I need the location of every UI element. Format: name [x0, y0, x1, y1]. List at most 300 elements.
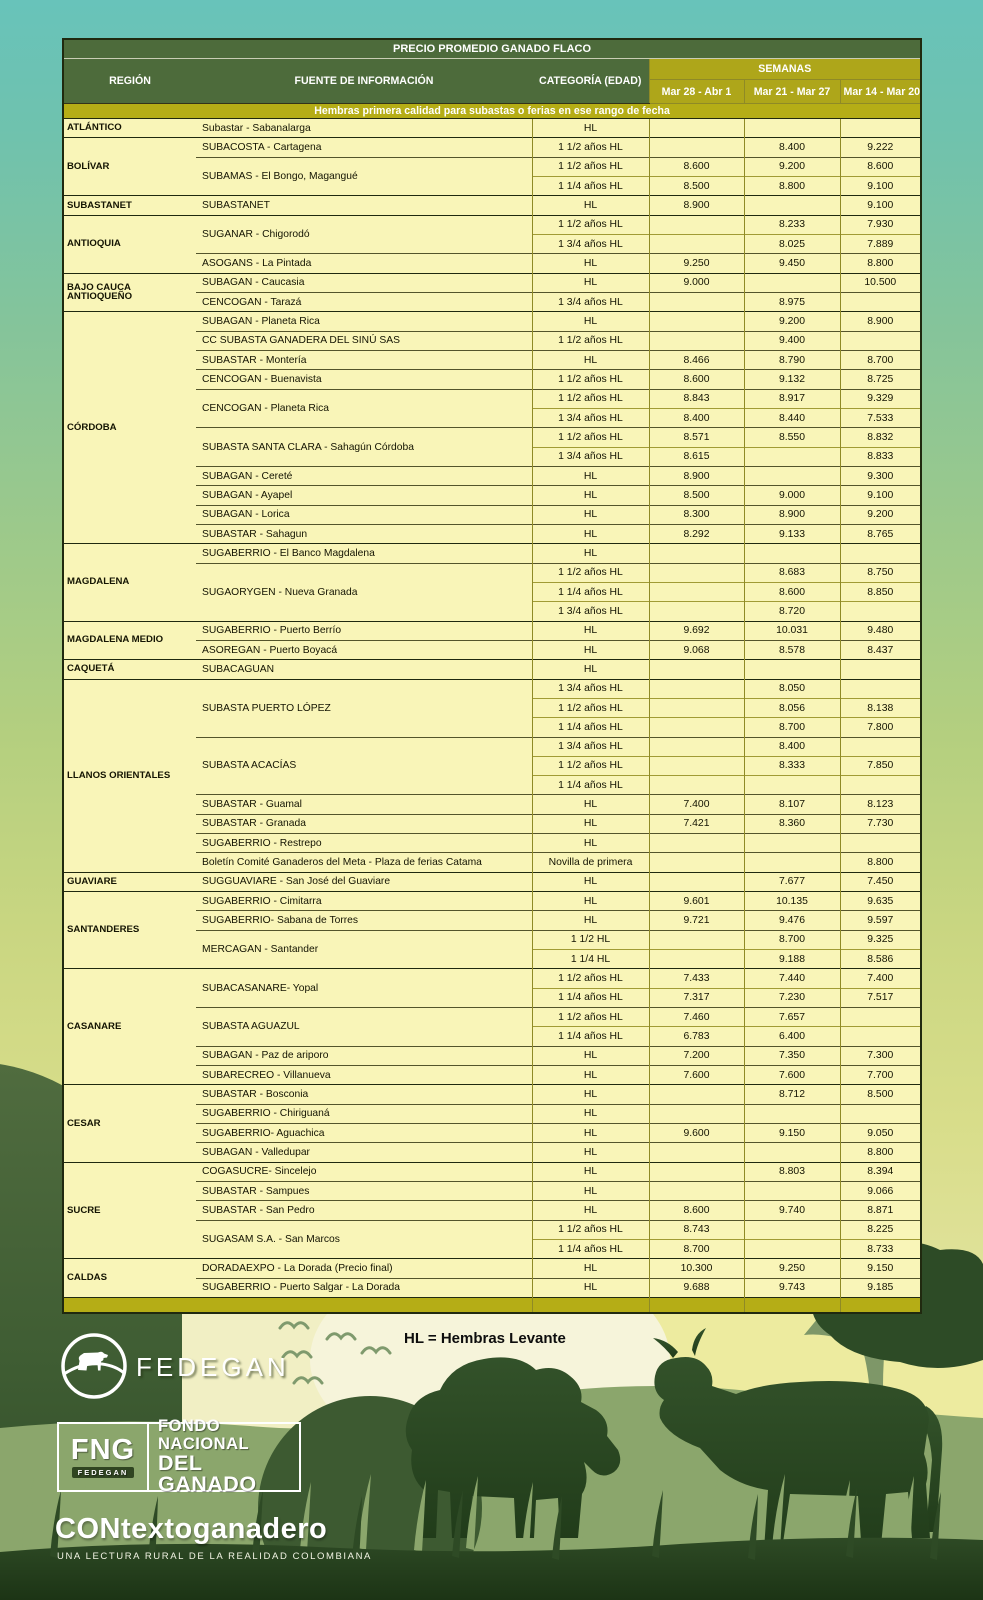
category-cell: 1 1/2 años HL	[532, 563, 649, 582]
price-cell: 9.132	[744, 370, 840, 389]
price-cell: 8.050	[744, 679, 840, 698]
category-cell: 1 1/4 años HL	[532, 718, 649, 737]
price-cell: 8.600	[840, 157, 921, 176]
price-cell	[649, 331, 744, 350]
source-cell: SUBACAGUAN	[196, 660, 532, 679]
source-cell: SUBASTAR - San Pedro	[196, 1201, 532, 1220]
col-header-categoria: CATEGORÍA (EDAD)	[532, 59, 649, 104]
price-cell: 8.800	[840, 254, 921, 273]
table-row	[63, 969, 921, 988]
price-cell: 8.833	[840, 447, 921, 466]
price-cell	[840, 292, 921, 311]
source-cell: SUGAORYGEN - Nueva Granada	[196, 563, 532, 621]
price-cell: 9.133	[744, 524, 840, 543]
source-cell: SUBASTA ACACÍAS	[196, 737, 532, 795]
region-cell: CÓRDOBA	[63, 312, 196, 544]
price-cell	[649, 544, 744, 563]
price-cell: 8.025	[744, 234, 840, 253]
price-cell	[744, 1104, 840, 1123]
col-header-week-1: Mar 28 - Abr 1	[649, 80, 744, 104]
price-cell: 8.843	[649, 389, 744, 408]
price-cell	[840, 331, 921, 350]
price-cell: 8.550	[744, 428, 840, 447]
price-cell	[744, 1182, 840, 1201]
table-row	[63, 872, 921, 891]
price-cell	[649, 834, 744, 853]
price-cell: 8.712	[744, 1085, 840, 1104]
price-cell	[649, 660, 744, 679]
fng-logo-box	[57, 1417, 301, 1497]
category-cell: 1 1/2 años HL	[532, 1008, 649, 1027]
price-cell: 7.850	[840, 756, 921, 775]
price-cell	[649, 679, 744, 698]
table-row	[63, 138, 921, 157]
price-cell	[840, 602, 921, 621]
price-cell: 7.600	[744, 1066, 840, 1085]
price-cell: 10.300	[649, 1259, 744, 1278]
category-cell: 1 1/2 años HL	[532, 138, 649, 157]
price-cell	[649, 119, 744, 138]
price-cell: 7.533	[840, 408, 921, 427]
price-cell: 7.350	[744, 1046, 840, 1065]
price-cell: 8.333	[744, 756, 840, 775]
category-cell: 1 1/2 años HL	[532, 215, 649, 234]
source-cell: SUBASTAR - Montería	[196, 350, 532, 369]
price-cell: 7.460	[649, 1008, 744, 1027]
table-row	[63, 679, 921, 698]
source-cell: SUGABERRIO - Chiriguaná	[196, 1104, 532, 1123]
source-cell: ASOREGAN - Puerto Boyacá	[196, 640, 532, 659]
price-cell: 9.222	[840, 138, 921, 157]
price-cell: 9.185	[840, 1278, 921, 1297]
price-cell: 8.917	[744, 389, 840, 408]
price-cell: 8.803	[744, 1162, 840, 1181]
category-cell: 1 1/2 años HL	[532, 370, 649, 389]
category-cell: 1 3/4 años HL	[532, 679, 649, 698]
price-cell	[744, 776, 840, 795]
price-cell: 6.400	[744, 1027, 840, 1046]
source-cell: SUGABERRIO - Puerto Salgar - La Dorada	[196, 1278, 532, 1297]
price-cell	[649, 215, 744, 234]
source-cell: SUBASTA SANTA CLARA - Sahagún Córdoba	[196, 428, 532, 467]
price-cell: 9.743	[744, 1278, 840, 1297]
region-cell: MAGDALENA	[63, 544, 196, 621]
price-cell	[649, 950, 744, 969]
price-cell	[649, 776, 744, 795]
price-cell: 8.750	[840, 563, 921, 582]
price-cell: 7.889	[840, 234, 921, 253]
price-cell: 7.930	[840, 215, 921, 234]
price-cell: 8.700	[840, 350, 921, 369]
table-row	[63, 1085, 921, 1104]
price-cell: 9.721	[649, 911, 744, 930]
price-cell: 8.900	[649, 196, 744, 215]
price-cell: 8.900	[744, 505, 840, 524]
price-cell: 8.123	[840, 795, 921, 814]
col-header-fuente: FUENTE DE INFORMACIÓN	[196, 59, 532, 104]
category-cell: HL	[532, 486, 649, 505]
price-cell: 9.476	[744, 911, 840, 930]
quality-banner: Hembras primera calidad para subastas o ferias en ese rango de fecha	[63, 104, 921, 119]
price-cell: 7.700	[840, 1066, 921, 1085]
price-cell: 8.683	[744, 563, 840, 582]
price-cell	[744, 273, 840, 292]
category-cell: 1 1/2 años HL	[532, 1220, 649, 1239]
price-cell: 7.230	[744, 988, 840, 1007]
category-cell: HL	[532, 1085, 649, 1104]
price-cell: 7.600	[649, 1066, 744, 1085]
fedegan-wordmark: FEDEGAN	[136, 1352, 290, 1382]
category-cell: 1 1/4 años HL	[532, 1027, 649, 1046]
price-cell: 8.600	[649, 157, 744, 176]
category-cell: HL	[532, 872, 649, 891]
price-cell: 9.597	[840, 911, 921, 930]
price-cell: 9.200	[744, 157, 840, 176]
price-cell: 8.394	[840, 1162, 921, 1181]
price-cell: 8.600	[649, 1201, 744, 1220]
category-cell: HL	[532, 524, 649, 543]
price-cell	[649, 698, 744, 717]
price-cell: 9.066	[840, 1182, 921, 1201]
category-cell: HL	[532, 1162, 649, 1181]
price-cell: 8.400	[744, 737, 840, 756]
price-cell: 8.871	[840, 1201, 921, 1220]
category-cell: 1 3/4 años HL	[532, 292, 649, 311]
price-cell: 9.250	[744, 1259, 840, 1278]
price-cell: 9.600	[649, 1124, 744, 1143]
category-cell: Novilla de primera	[532, 853, 649, 872]
region-cell: SUCRE	[63, 1162, 196, 1259]
col-header-semanas: SEMANAS	[649, 59, 921, 80]
price-cell: 8.440	[744, 408, 840, 427]
region-cell: ANTIOQUIA	[63, 215, 196, 273]
price-cell	[649, 1182, 744, 1201]
region-cell: CAQUETÁ	[63, 660, 196, 679]
source-cell: SUBASTANET	[196, 196, 532, 215]
price-cell: 8.615	[649, 447, 744, 466]
hl-legend-note: HL = Hembras Levante	[404, 1330, 566, 1347]
price-cell: 10.500	[840, 273, 921, 292]
source-cell: SUBASTAR - Bosconia	[196, 1085, 532, 1104]
price-cell: 9.740	[744, 1201, 840, 1220]
price-cell: 8.700	[744, 718, 840, 737]
price-cell	[744, 1143, 840, 1162]
price-cell: 8.700	[649, 1240, 744, 1259]
price-cell: 8.800	[840, 1143, 921, 1162]
category-cell: HL	[532, 621, 649, 640]
price-cell	[840, 119, 921, 138]
price-cell: 7.800	[840, 718, 921, 737]
table-row	[63, 892, 921, 911]
source-cell: Boletín Comité Ganaderos del Meta - Plaza de ferias Catama	[196, 853, 532, 872]
source-cell: SUGASAM S.A. - San Marcos	[196, 1220, 532, 1259]
region-cell: LLANOS ORIENTALES	[63, 679, 196, 872]
col-header-week-3: Mar 14 - Mar 20	[840, 80, 921, 104]
price-cell: 9.200	[840, 505, 921, 524]
price-cell: 8.900	[649, 466, 744, 485]
category-cell: HL	[532, 196, 649, 215]
fng-logo	[59, 1424, 149, 1490]
price-table-sheet	[62, 38, 922, 1314]
table-row	[63, 273, 921, 292]
price-cell	[649, 563, 744, 582]
price-cell: 8.233	[744, 215, 840, 234]
category-cell: HL	[532, 544, 649, 563]
region-cell: CALDAS	[63, 1259, 196, 1298]
category-cell: HL	[532, 505, 649, 524]
price-cell: 9.635	[840, 892, 921, 911]
contextoganadero-tagline: UNA LECTURA RURAL DE LA REALIDAD COLOMBIANA	[57, 1551, 372, 1562]
price-cell: 9.450	[744, 254, 840, 273]
region-cell: ATLÁNTICO	[63, 119, 196, 138]
price-cell	[840, 1104, 921, 1123]
price-cell	[649, 853, 744, 872]
quality-banner-row	[63, 104, 921, 119]
region-cell: SANTANDERES	[63, 892, 196, 969]
region-cell: CASANARE	[63, 969, 196, 1085]
source-cell: SUGABERRIO - Puerto Berrío	[196, 621, 532, 640]
price-cell: 9.250	[649, 254, 744, 273]
source-cell: SUGABERRIO - El Banco Magdalena	[196, 544, 532, 563]
source-cell: SUGANAR - Chigorodó	[196, 215, 532, 254]
price-cell: 7.400	[840, 969, 921, 988]
category-cell: 1 1/2 años HL	[532, 756, 649, 775]
price-cell	[649, 602, 744, 621]
region-cell: SUBASTANET	[63, 196, 196, 215]
price-cell	[744, 447, 840, 466]
category-cell: 1 1/4 años HL	[532, 1240, 649, 1259]
price-cell	[744, 466, 840, 485]
price-cell: 8.437	[840, 640, 921, 659]
source-cell: SUBAMAS - El Bongo, Magangué	[196, 157, 532, 196]
category-cell: HL	[532, 1259, 649, 1278]
price-cell: 8.400	[649, 408, 744, 427]
category-cell: HL	[532, 466, 649, 485]
price-cell: 9.329	[840, 389, 921, 408]
category-cell: HL	[532, 119, 649, 138]
source-cell: SUBARECREO - Villanueva	[196, 1066, 532, 1085]
category-cell: 1 1/4 HL	[532, 950, 649, 969]
table-row	[63, 660, 921, 679]
price-cell	[744, 834, 840, 853]
price-cell: 9.325	[840, 930, 921, 949]
price-cell: 7.400	[649, 795, 744, 814]
price-cell: 9.601	[649, 892, 744, 911]
category-cell: 1 3/4 años HL	[532, 234, 649, 253]
source-cell: ASOGANS - La Pintada	[196, 254, 532, 273]
price-cell	[649, 234, 744, 253]
source-cell: CENCOGAN - Planeta Rica	[196, 389, 532, 428]
price-cell: 9.100	[840, 486, 921, 505]
price-cell	[744, 660, 840, 679]
table-row	[63, 1162, 921, 1181]
category-cell: 1 3/4 años HL	[532, 447, 649, 466]
table-row	[63, 1259, 921, 1278]
price-cell: 8.056	[744, 698, 840, 717]
price-cell: 9.688	[649, 1278, 744, 1297]
price-cell: 8.586	[840, 950, 921, 969]
table-body	[63, 119, 921, 1298]
price-cell: 8.765	[840, 524, 921, 543]
category-cell: HL	[532, 1124, 649, 1143]
price-cell: 8.900	[840, 312, 921, 331]
col-header-region: REGIÓN	[63, 59, 196, 104]
price-cell: 9.200	[744, 312, 840, 331]
source-cell: SUBAGAN - Ayapel	[196, 486, 532, 505]
source-cell: SUGABERRIO - Restrepo	[196, 834, 532, 853]
category-cell: HL	[532, 660, 649, 679]
table-row	[63, 215, 921, 234]
category-cell: HL	[532, 834, 649, 853]
price-cell: 8.107	[744, 795, 840, 814]
price-cell	[840, 776, 921, 795]
price-cell	[744, 196, 840, 215]
price-cell: 8.500	[840, 1085, 921, 1104]
price-cell: 8.743	[649, 1220, 744, 1239]
price-cell: 9.400	[744, 331, 840, 350]
price-cell: 8.571	[649, 428, 744, 447]
price-cell: 8.600	[649, 370, 744, 389]
category-cell: HL	[532, 273, 649, 292]
region-cell: BOLÍVAR	[63, 138, 196, 196]
price-cell	[649, 1104, 744, 1123]
price-cell: 8.720	[744, 602, 840, 621]
price-cell	[649, 312, 744, 331]
category-cell: HL	[532, 1278, 649, 1297]
price-cell: 8.700	[744, 930, 840, 949]
price-cell: 8.138	[840, 698, 921, 717]
contextoganadero-wordmark: CONtextoganadero	[55, 1513, 328, 1545]
price-cell: 8.360	[744, 814, 840, 833]
price-cell	[649, 582, 744, 601]
category-cell: 1 1/2 HL	[532, 930, 649, 949]
source-cell: CENCOGAN - Tarazá	[196, 292, 532, 311]
price-cell: 8.800	[744, 176, 840, 195]
price-cell	[649, 1143, 744, 1162]
price-cell: 9.692	[649, 621, 744, 640]
price-cell	[649, 1085, 744, 1104]
category-cell: HL	[532, 892, 649, 911]
price-cell: 9.100	[840, 196, 921, 215]
source-cell: SUBASTAR - Sahagun	[196, 524, 532, 543]
table-row	[63, 544, 921, 563]
price-cell: 8.500	[649, 176, 744, 195]
source-cell: SUGABERRIO- Sabana de Torres	[196, 911, 532, 930]
category-cell: 1 1/2 años HL	[532, 698, 649, 717]
source-cell: SUGABERRIO- Aguachica	[196, 1124, 532, 1143]
price-cell: 8.800	[840, 853, 921, 872]
price-cell: 9.000	[649, 273, 744, 292]
price-cell: 7.657	[744, 1008, 840, 1027]
source-cell: SUBACOSTA - Cartagena	[196, 138, 532, 157]
source-cell: MERCAGAN - Santander	[196, 930, 532, 969]
price-cell: 8.300	[649, 505, 744, 524]
price-cell: 8.500	[649, 486, 744, 505]
price-cell: 8.600	[744, 582, 840, 601]
category-cell: 1 1/2 años HL	[532, 331, 649, 350]
table-row	[63, 119, 921, 138]
category-cell: 1 1/2 años HL	[532, 389, 649, 408]
source-cell: DORADAEXPO - La Dorada (Precio final)	[196, 1259, 532, 1278]
price-cell: 8.725	[840, 370, 921, 389]
price-cell	[649, 737, 744, 756]
price-cell	[840, 679, 921, 698]
category-cell: HL	[532, 254, 649, 273]
price-cell: 10.031	[744, 621, 840, 640]
category-cell: HL	[532, 814, 649, 833]
price-cell: 9.000	[744, 486, 840, 505]
table-row	[63, 312, 921, 331]
price-cell: 8.832	[840, 428, 921, 447]
price-cell	[840, 1008, 921, 1027]
price-cell: 8.466	[649, 350, 744, 369]
category-cell: HL	[532, 911, 649, 930]
source-cell: SUBACASANARE- Yopal	[196, 969, 532, 1008]
price-cell: 8.975	[744, 292, 840, 311]
price-cell: 8.292	[649, 524, 744, 543]
price-cell: 9.150	[840, 1259, 921, 1278]
price-cell	[840, 834, 921, 853]
price-cell	[840, 544, 921, 563]
price-cell: 7.677	[744, 872, 840, 891]
price-cell: 7.450	[840, 872, 921, 891]
price-cell	[744, 119, 840, 138]
cow-icon	[78, 1352, 108, 1371]
price-cell: 7.421	[649, 814, 744, 833]
price-cell: 9.300	[840, 466, 921, 485]
source-cell: SUBASTA AGUAZUL	[196, 1008, 532, 1047]
price-cell: 8.225	[840, 1220, 921, 1239]
source-cell: Subastar - Sabanalarga	[196, 119, 532, 138]
table-row	[63, 621, 921, 640]
price-cell: 9.050	[840, 1124, 921, 1143]
table-bottom-bar	[63, 1298, 921, 1314]
price-cell: 7.300	[840, 1046, 921, 1065]
region-cell: BAJO CAUCA ANTIOQUEÑO	[63, 273, 196, 312]
category-cell: 1 1/2 años HL	[532, 157, 649, 176]
table-row	[63, 196, 921, 215]
price-cell: 8.850	[840, 582, 921, 601]
category-cell: 1 1/4 años HL	[532, 988, 649, 1007]
price-cell: 7.433	[649, 969, 744, 988]
category-cell: HL	[532, 1066, 649, 1085]
source-cell: SUBAGAN - Caucasia	[196, 273, 532, 292]
category-cell: HL	[532, 1201, 649, 1220]
price-cell	[744, 1240, 840, 1259]
price-cell: 7.517	[840, 988, 921, 1007]
source-cell: SUBASTA PUERTO LÓPEZ	[196, 679, 532, 737]
price-cell: 10.135	[744, 892, 840, 911]
price-cell	[649, 756, 744, 775]
price-cell: 8.578	[744, 640, 840, 659]
price-cell: 8.400	[744, 138, 840, 157]
price-cell: 9.100	[840, 176, 921, 195]
price-cell	[744, 853, 840, 872]
price-cell: 9.150	[744, 1124, 840, 1143]
source-cell: SUBASTAR - Sampues	[196, 1182, 532, 1201]
price-cell: 9.068	[649, 640, 744, 659]
source-cell: SUBAGAN - Cereté	[196, 466, 532, 485]
price-cell	[649, 1162, 744, 1181]
price-cell	[649, 138, 744, 157]
category-cell: 1 3/4 años HL	[532, 737, 649, 756]
price-cell: 7.730	[840, 814, 921, 833]
price-cell	[649, 930, 744, 949]
category-cell: 1 1/2 años HL	[532, 969, 649, 988]
price-cell: 9.480	[840, 621, 921, 640]
category-cell: HL	[532, 640, 649, 659]
price-cell: 8.733	[840, 1240, 921, 1259]
